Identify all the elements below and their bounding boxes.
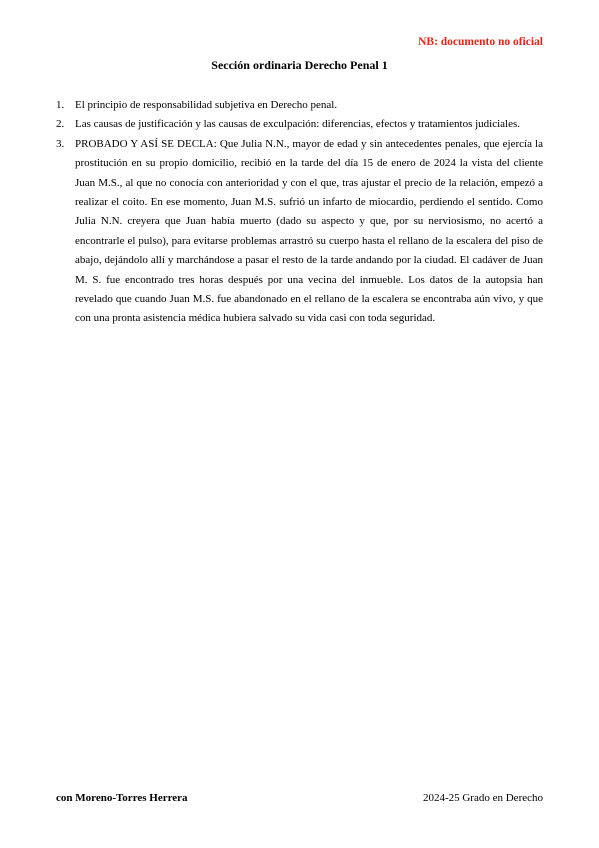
question-item-3 <box>56 135 543 329</box>
question-number: 3. <box>56 137 65 150</box>
question-number: 2. <box>56 118 65 131</box>
unofficial-document-note: NB: documento no oficial <box>418 36 543 48</box>
question-text: PROBADO Y ASÍ SE DECLA: Que Julia N.N., mayor de edad y sin antecedentes penales, que ejercía la prostitución en su propio domicilio, recibió en la tarde del día 15 de enero de 2024 la vista del cliente Juan M.S., al que no conocía con anterioridad y con el que, tras ajustar el precio de la relación, empezó a realizar el coito. En ese momento, Juan M.S. sufrió un infarto de miocardio, perdiendo el sentido. Como Julia N.N. creyera que Juan había muerto (dado su aspecto y que, por su nerviosismo, no acertó a encontrarle el pulso), para evitarse problemas arrastró su cuerpo hasta el rellano de la escalera del piso de abajo, dejándolo allí y marchándose a pasar el resto de la tarde andando por la ciudad. El cadáver de Juan M. S. fue encontrado tres horas después por una vecina del inmueble. Los datos de la autopsia han revelado que cuando Juan M.S. fue abandonado en el rellano de la escalera se encontraba aún vivo, y que con una pronta asistencia médica hubiera salvado su vida casi con toda seguridad. <box>75 137 543 325</box>
question-item-2 <box>56 115 543 134</box>
question-list <box>56 96 543 329</box>
question-number: 1. <box>56 99 65 111</box>
footer-author: con Moreno-Torres Herrera <box>56 792 188 804</box>
question-text: Las causas de justificación y las causas de exculpación: diferencias, efectos y tratamientos judiciales. <box>75 118 521 131</box>
footer-course: 2024-25 Grado en Derecho <box>422 792 543 804</box>
question-item-1 <box>56 96 543 115</box>
document-title: Sección ordinaria Derecho Penal 1 <box>211 58 388 72</box>
question-text: El principio de responsabilidad subjetiva en Derecho penal. <box>75 99 338 111</box>
